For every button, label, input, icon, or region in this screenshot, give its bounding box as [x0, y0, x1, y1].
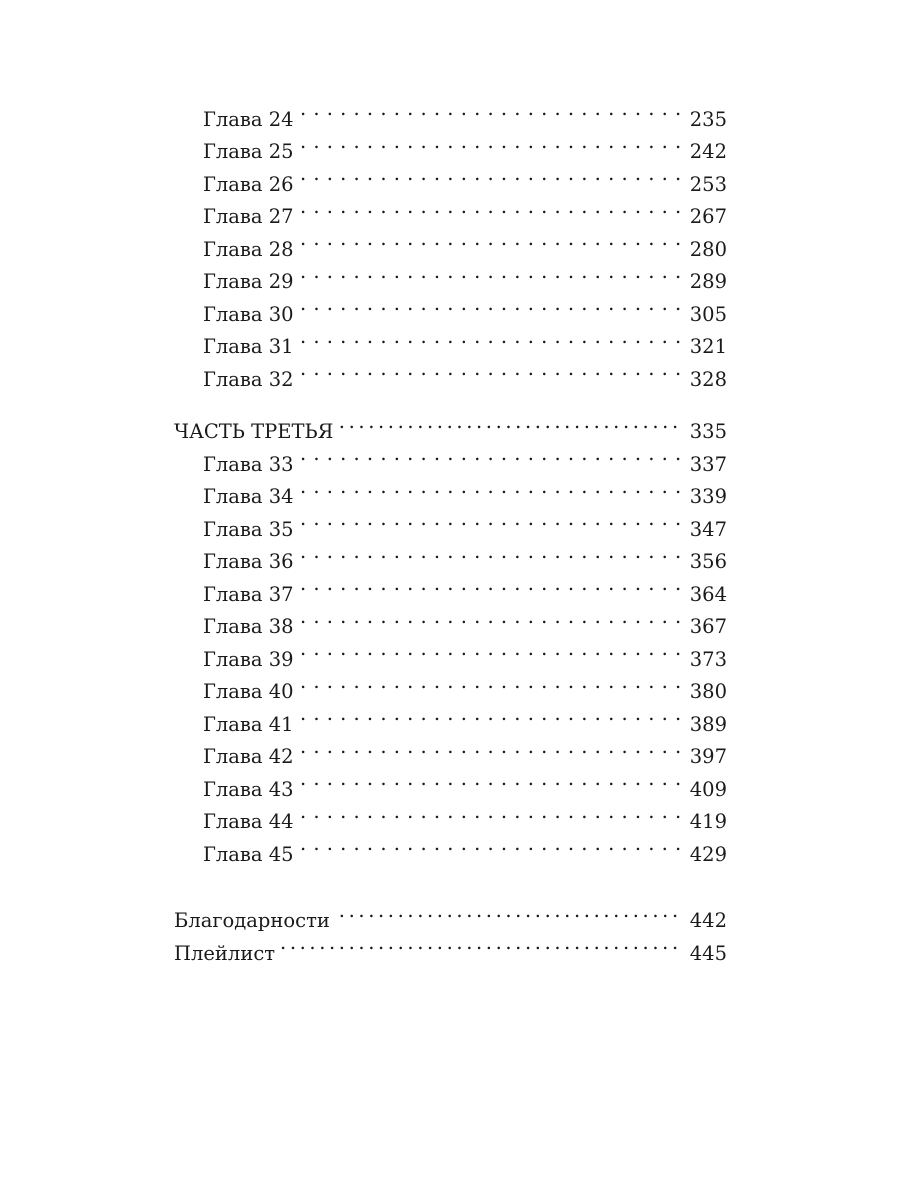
toc-entry-title: Глава 24	[203, 107, 294, 131]
toc-leader-dots	[298, 126, 682, 159]
toc-entry-title: Глава 32	[203, 367, 294, 391]
toc-part-title: ЧАСТЬ ТРЕТЬЯ	[174, 420, 334, 443]
toc-entry-part-three[interactable]	[174, 406, 727, 443]
toc-entry-page: 280	[689, 237, 727, 261]
toc-entry-page: 328	[689, 367, 727, 391]
toc-entry-title: Глава 27	[203, 205, 294, 228]
toc-leader-dots	[298, 536, 682, 569]
toc-entry-title: Глава 37	[203, 582, 294, 606]
toc-entry-title: Глава 45	[203, 842, 294, 866]
toc-leader-dots	[298, 731, 682, 764]
toc-entry-title: Глава 35	[203, 517, 294, 541]
toc-leader-dots	[298, 471, 682, 504]
toc-entry-title: Глава 29	[203, 270, 294, 293]
toc-entry-page: 242	[689, 140, 727, 163]
toc-entry-title: Глава 38	[203, 615, 294, 638]
toc-entry-page: 419	[689, 810, 727, 833]
toc-leader-dots	[298, 223, 682, 256]
toc-leader-dots	[298, 93, 682, 126]
toc-leader-dots	[334, 895, 682, 928]
toc-entry-title: Глава 40	[203, 680, 294, 703]
toc-entry-page: 445	[689, 941, 727, 965]
table-of-contents	[174, 93, 727, 965]
toc-leader-dots	[337, 406, 681, 439]
toc-leader-dots	[298, 158, 682, 191]
toc-back-matter	[174, 895, 727, 965]
toc-entry-title: Глава 25	[203, 140, 294, 163]
toc-entry-page: 429	[689, 842, 727, 866]
toc-entry-title: Глава 30	[203, 302, 294, 326]
toc-entry-page: 409	[689, 777, 727, 801]
toc-entry-title: Плейлист	[174, 941, 276, 965]
toc-leader-dots	[298, 353, 682, 386]
toc-leader-dots	[298, 321, 682, 354]
toc-entry-page: 339	[689, 485, 727, 508]
toc-leader-dots	[298, 191, 682, 224]
toc-entry-page: 335	[689, 420, 727, 443]
toc-entry-page: 380	[689, 680, 727, 703]
toc-leader-dots	[298, 796, 682, 829]
toc-leader-dots	[298, 288, 682, 321]
toc-entry-page: 364	[689, 582, 727, 606]
toc-leader-dots	[279, 927, 682, 960]
toc-entry-title: Глава 42	[203, 745, 294, 768]
toc-entry-title: Глава 33	[203, 452, 294, 476]
toc-entry-title: Глава 41	[203, 712, 294, 736]
toc-leader-dots	[298, 568, 682, 601]
toc-part-two-chapters	[174, 93, 727, 391]
toc-part-three	[174, 406, 727, 866]
toc-leader-dots	[298, 666, 682, 699]
toc-entry-title: Глава 26	[203, 172, 294, 196]
toc-entry-page: 389	[689, 712, 727, 736]
toc-entry-title: Глава 36	[203, 550, 294, 573]
toc-leader-dots	[298, 828, 682, 861]
toc-entry-page: 347	[689, 517, 727, 541]
toc-entry-title: Глава 28	[203, 237, 294, 261]
toc-entry-title: Глава 31	[203, 335, 294, 358]
toc-entry-title: Глава 39	[203, 647, 294, 671]
toc-leader-dots	[298, 601, 682, 634]
toc-entry-page: 442	[689, 909, 727, 932]
toc-entry-acknowledgements[interactable]	[174, 895, 727, 932]
toc-entry-chapter-24[interactable]	[174, 93, 727, 131]
toc-entry-title: Глава 44	[203, 810, 294, 833]
toc-entry-page: 356	[689, 550, 727, 573]
toc-leader-dots	[298, 698, 682, 731]
toc-entry-page: 337	[689, 452, 727, 476]
toc-leader-dots	[298, 633, 682, 666]
toc-entry-page: 367	[689, 615, 727, 638]
toc-entry-page: 289	[689, 270, 727, 293]
toc-entry-page: 267	[689, 205, 727, 228]
toc-entry-page: 305	[689, 302, 727, 326]
toc-entry-title: Благодарности	[174, 909, 330, 932]
toc-leader-dots	[298, 256, 682, 289]
toc-entry-page: 373	[689, 647, 727, 671]
toc-leader-dots	[298, 438, 682, 471]
toc-entry-page: 397	[689, 745, 727, 768]
toc-entry-title: Глава 34	[203, 485, 294, 508]
toc-leader-dots	[298, 503, 682, 536]
toc-entry-page: 235	[689, 107, 727, 131]
toc-entry-page: 321	[689, 335, 727, 358]
toc-entry-title: Глава 43	[203, 777, 294, 801]
toc-leader-dots	[298, 763, 682, 796]
toc-entry-page: 253	[689, 172, 727, 196]
